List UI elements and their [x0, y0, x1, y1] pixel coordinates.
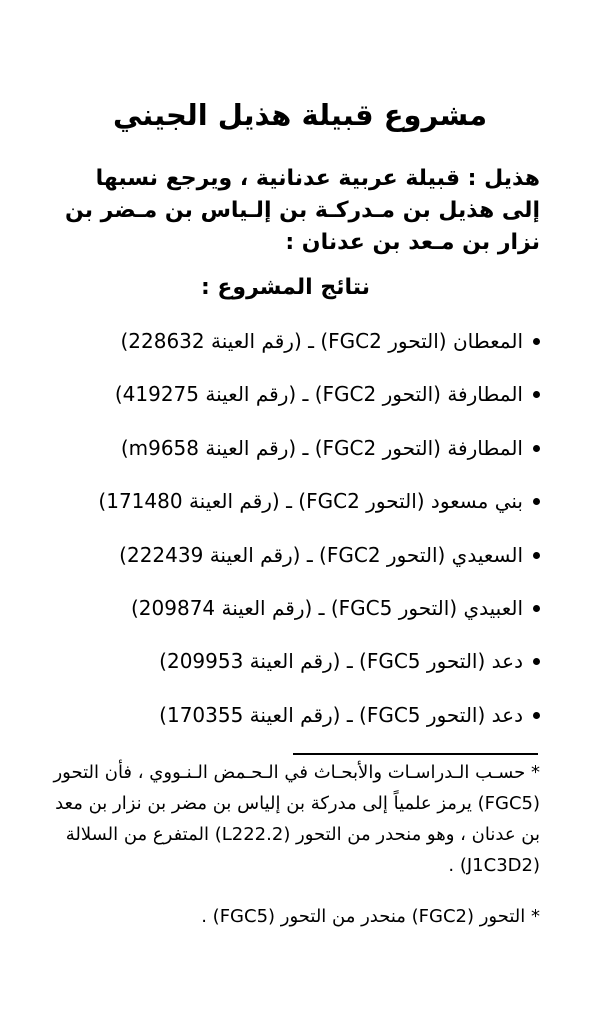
list-item — [60, 323, 540, 376]
list-item — [60, 697, 540, 750]
footnote-genetic-lineage: * حسـب الـدراسـات والأبحـاث في الـحـمض الـنـووي ، فأن التحور (FGC5) يرمز علمياً إلى مدركة بن إلياس بن مضر بن نزار بن معد بن عدنان ، وهو منحدر من التحور (L222.2) المتفرع من السلالة (J1C3D2) . — [53, 762, 540, 876]
bullet-icon — [533, 605, 540, 612]
result-text: دعد (التحور FGC5) ـ (رقم العينة 170355) — [159, 702, 523, 727]
result-text: بني مسعود (التحور FGC2) ـ (رقم العينة 171480) — [98, 489, 523, 514]
list-item — [60, 590, 540, 643]
footnote-fgc2-descent: * التحور (FGC2) منحدر من التحور (FGC5) . — [201, 906, 540, 927]
document-title: مشروع قبيلة هذيل الجيني — [112, 98, 488, 132]
intro-paragraph: هذيل : قبيلة عربية عدنانية ، ويرجع نسبها إلى هذيل بن مـدركـة بن إلـياس بن مـضر بن نزار بن مـعد بن عدنان : — [64, 166, 540, 255]
list-item — [60, 537, 540, 590]
footnotes — [50, 757, 540, 932]
results-heading: نتائج المشروع : — [200, 275, 370, 300]
list-item — [60, 643, 540, 696]
bullet-icon — [533, 338, 540, 345]
list-item — [60, 483, 540, 536]
bullet-icon — [533, 552, 540, 559]
result-text: العبيدي (التحور FGC5) ـ (رقم العينة 209874) — [130, 595, 523, 620]
result-text: دعد (التحور FGC5) ـ (رقم العينة 209953) — [159, 649, 523, 674]
results-list — [60, 323, 540, 750]
bullet-icon — [533, 391, 540, 398]
list-item — [60, 376, 540, 429]
result-text: المعطان (التحور FGC2) ـ (رقم العينة 228632) — [120, 329, 523, 353]
bullet-icon — [533, 445, 540, 452]
bullet-icon — [533, 658, 540, 665]
result-text: المطارفة (التحور FGC2) ـ (رقم العينة m9658) — [120, 435, 523, 460]
list-item — [60, 430, 540, 483]
footnote-divider — [293, 753, 538, 755]
result-text: المطارفة (التحور FGC2) ـ (رقم العينة 419275) — [114, 382, 523, 407]
result-text: السعيدي (التحور FGC2) ـ (رقم العينة 222439) — [119, 542, 523, 567]
bullet-icon — [533, 712, 540, 719]
bullet-icon — [533, 498, 540, 505]
